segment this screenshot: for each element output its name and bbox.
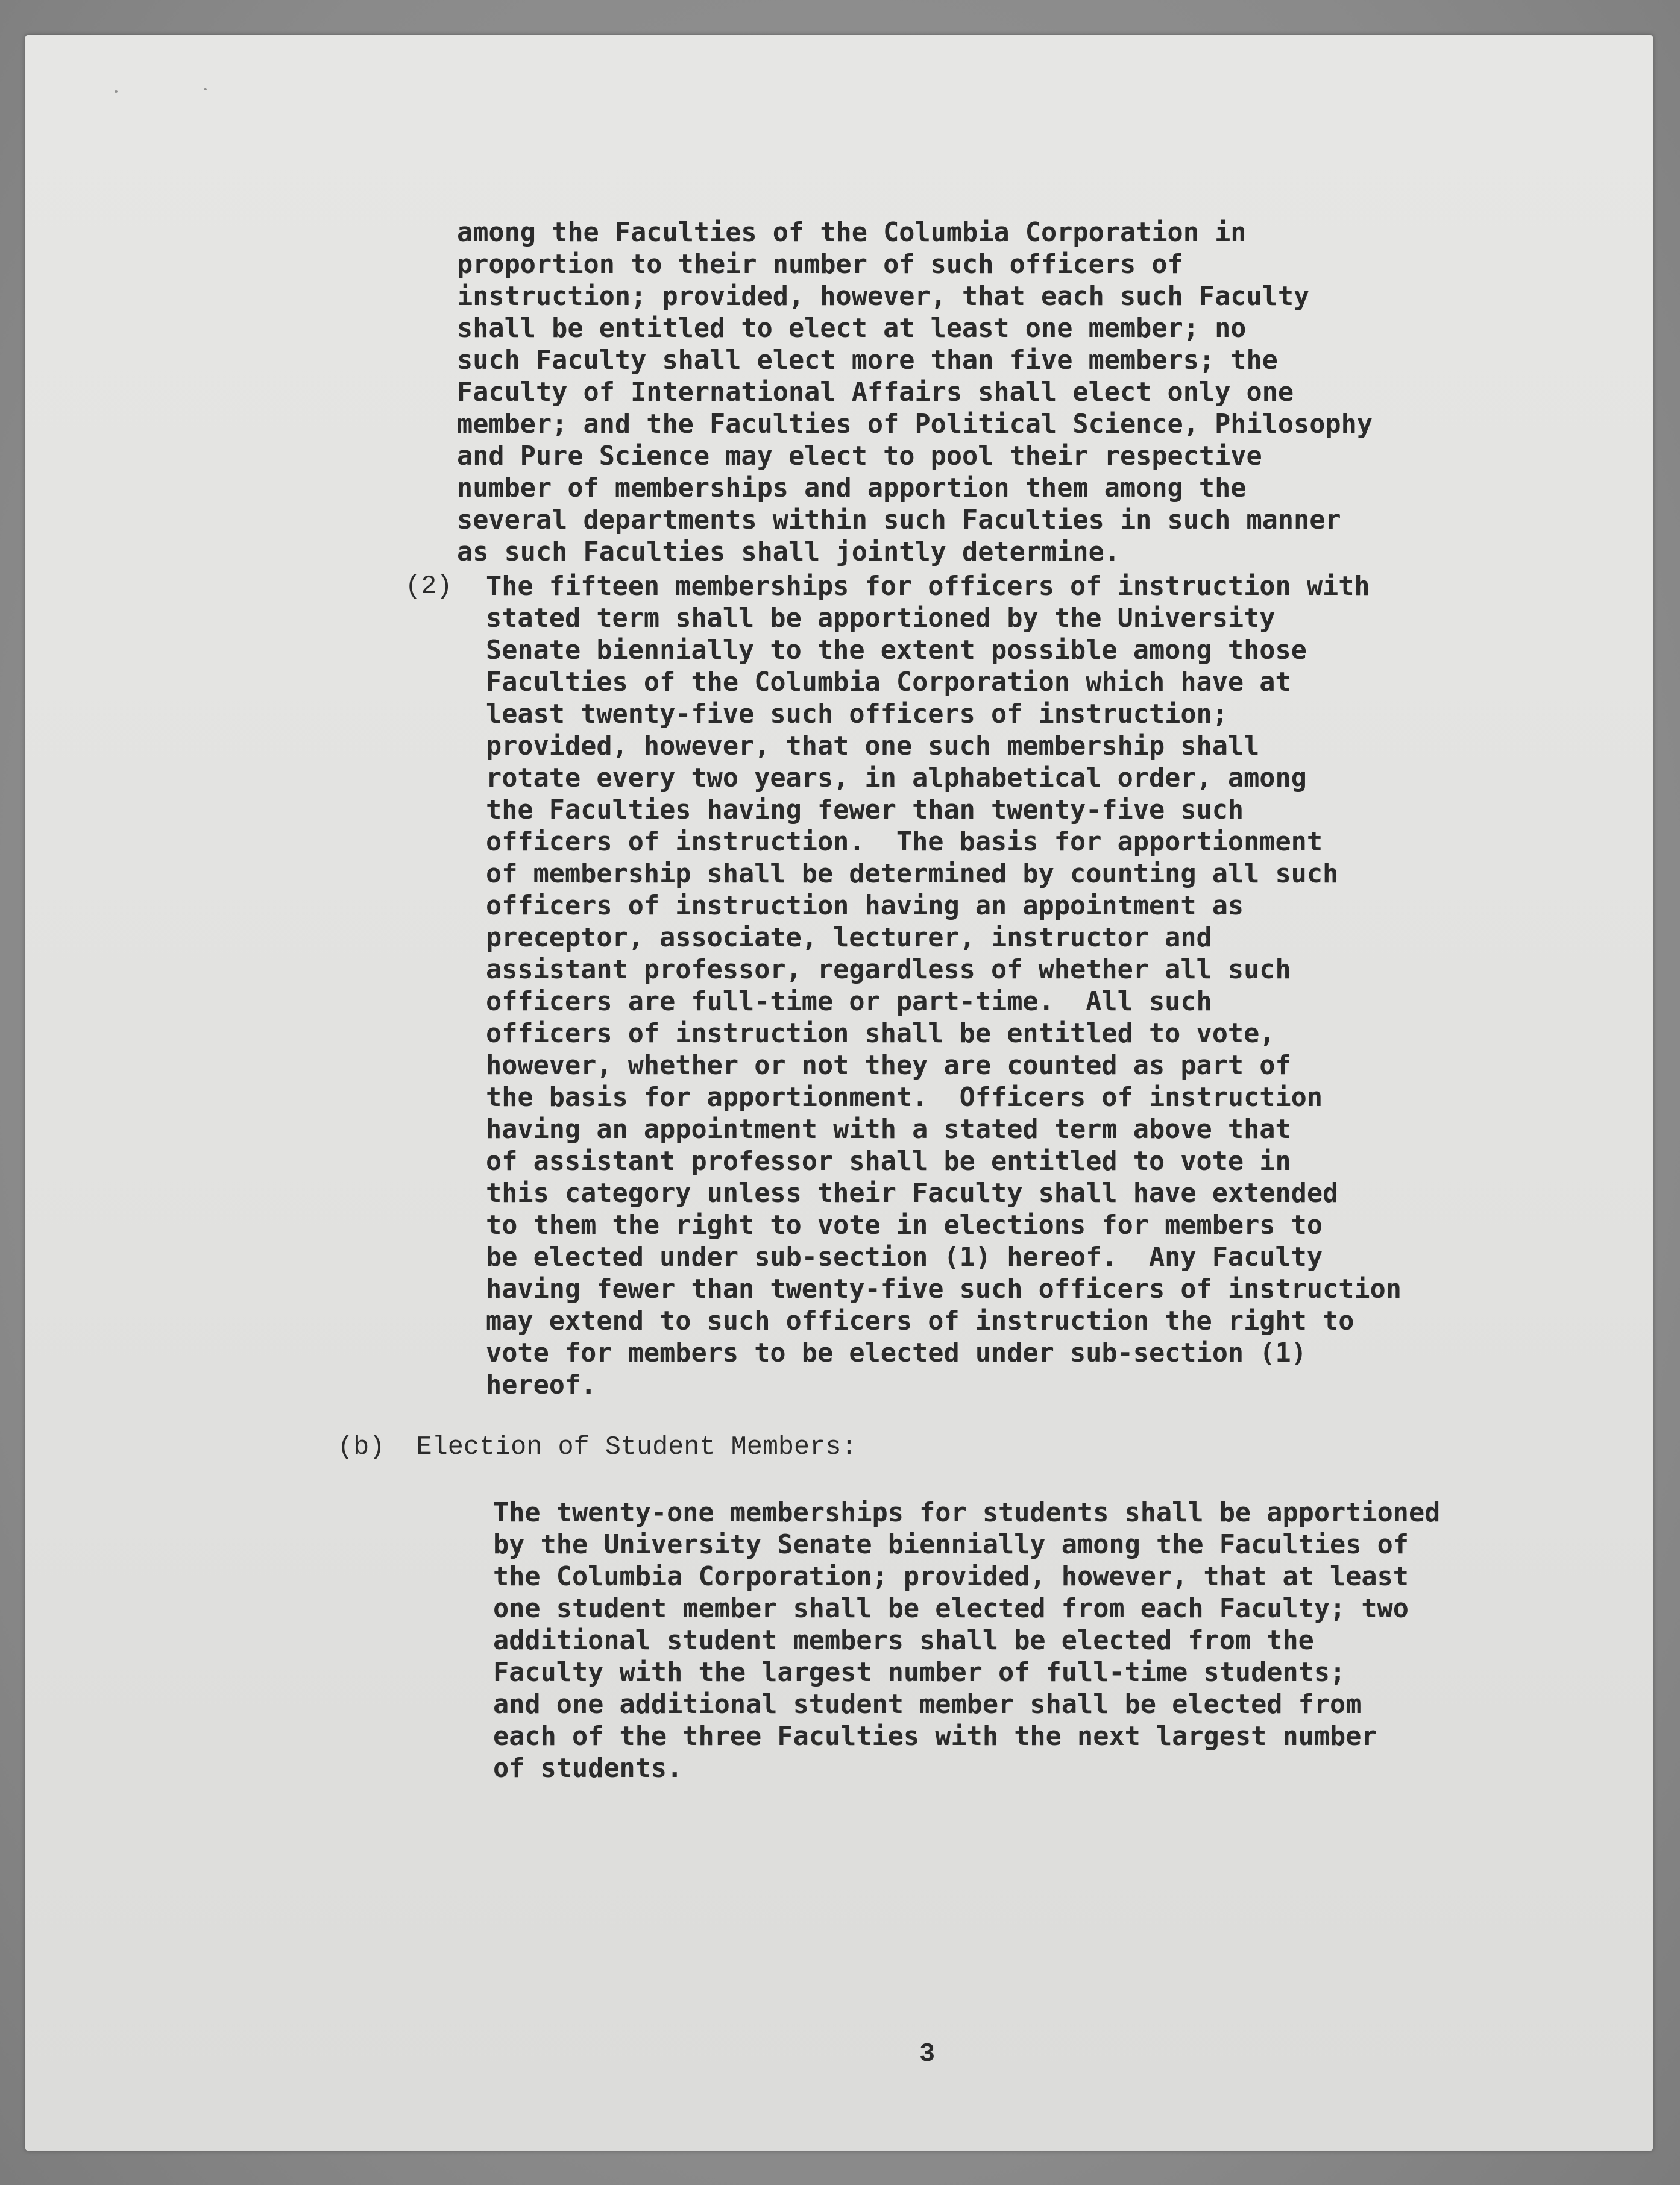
section-b-text: The twenty-one memberships for students shall be apportioned by the University Senate biennially among the Faculties of the Columbia Corporation; provided, however, that at least one student member shall be elected from each Faculty; two additional student members shall be elected from the Faculty with the largest number of full-time students; and one additional student member shall be elected from each of the three Faculties with the next largest number of students. bbox=[493, 1498, 1441, 1784]
subsection-2-number: (2) bbox=[405, 572, 453, 602]
subsection-2-text: The fifteen memberships for officers of instruction with stated term shall be apportioned by the University Senate biennially to the extent possible among those Faculties of the Columbia Corporation which have at least twenty-five such officers of instruction; provided, however, that one such membership shall rotate every two years, in alphabetical order, among the Faculties having fewer than twenty-five such officers of instruction. The basis for apportionment of membership shall be determined by counting all such officers of instruction having an appointment as preceptor, associate, lecturer, instructor and assistant professor, regardless of whether all such officers are full-time or part-time. All such officers of instruction shall be entitled to vote, however, whether or not they are counted as part of the basis for apportionment. Officers of instruction having an appointment with a stated term above that of assistant professor shall be entitled to vote in this category unless their Faculty shall have extended to them the right to vote in elections for members to be elected under sub-section (1) hereof. Any Faculty having fewer than twenty-five such officers of instruction may extend to such officers of instruction the right to vote for members to be elected under sub-section (1) hereof. bbox=[486, 571, 1402, 1400]
page-number: 3 bbox=[919, 2040, 936, 2069]
subsection-1-continuation: among the Faculties of the Columbia Corporation in proportion to their number of such officers of instruction; provided, however, that each such Faculty shall be entitled to elect at least one member; no such Faculty shall elect more than five members; the Faculty of International Affairs shall elect only one member; and the Faculties of Political Science, Philosophy and Pure Science may elect to pool their respective number of memberships and apportion them among the several departments within such Faculties in such manner as such Faculties shall jointly determine. bbox=[457, 218, 1373, 567]
paper-speck bbox=[115, 90, 118, 93]
section-b-heading: (b) Election of Student Members: bbox=[338, 1433, 857, 1462]
paper-speck bbox=[204, 88, 207, 90]
